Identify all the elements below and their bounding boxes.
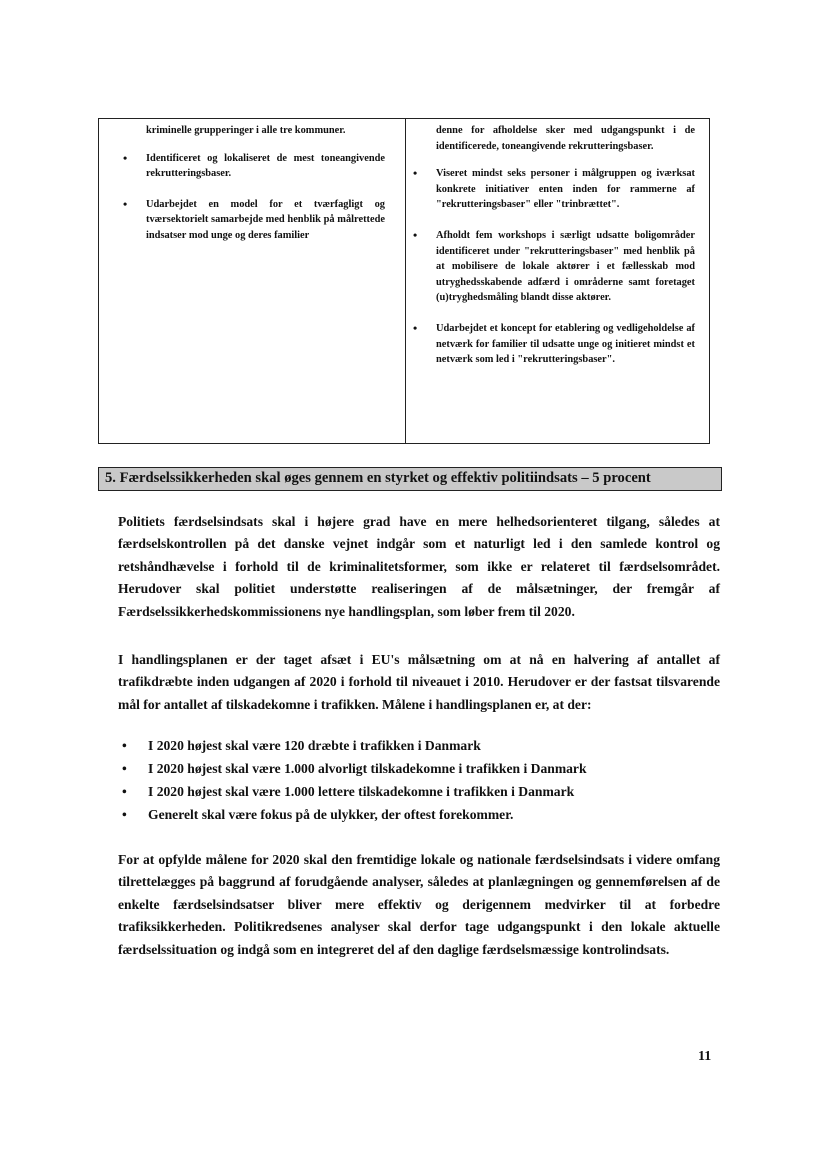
section-heading: 5. Færdselssikkerheden skal øges gennem en styrket og effektiv politiindsats – 5 procent xyxy=(98,467,722,491)
bullet-icon: • xyxy=(122,761,127,776)
left-item xyxy=(123,197,385,244)
right-item xyxy=(413,228,695,306)
right-item-text: Udarbejdet et koncept for etablering og vedligeholdelse af netværk for familier til udsatte unge og initieret mindst et netværk som led i "rekrutteringsbaser". xyxy=(436,322,695,366)
body-paragraph: I handlingsplanen er der taget afsæt i EU's målsætning om at nå en halvering af antallet af trafikdræbte inden udgangen af 2020 i forhold til niveauet i 2010. Herudover er der fastsat tilsvarende mål for antallet af tilskadekomne i trafikken. Målene i handlingsplanen er, at der: xyxy=(118,652,720,712)
list-item xyxy=(118,734,720,757)
list-item-text: I 2020 højest skal være 1.000 lettere tilskadekomne i trafikken i Danmark xyxy=(148,784,575,799)
right-item xyxy=(413,166,695,213)
left-item xyxy=(123,151,385,182)
bullet-icon: • xyxy=(413,166,418,181)
bullet-icon: • xyxy=(122,784,127,799)
right-item-text: Afholdt fem workshops i særligt udsatte boligområder identificeret under "rekrutteringsbaser" med henblik på at mobilisere de lokale aktører i et fællesskab mod utryghedsskabende adfærd i områderne samt foretaget (u)tryghedsmåling blandt disse aktører. xyxy=(436,229,695,304)
list-item xyxy=(118,803,720,826)
right-continuation-text: denne for afholdelse sker med udgangspunkt i de identificerede, toneangivende rekrutteringsbaser. xyxy=(436,125,695,152)
left-item-text: Identificeret og lokaliseret de mest toneangivende rekrutteringsbaser. xyxy=(146,152,385,180)
goals-bullet-list xyxy=(118,734,720,826)
body-paragraph: Politiets færdselsindsats skal i højere grad have en mere helhedsorienteret tilgang, således at færdselskontrollen på det danske vejnet indgår som et naturligt led i den samlede kontrol og retshåndhævelse i forhold til de kriminalitetsformer, som ikke er relateret til færdselsområdet. Herudover skal politiet understøtte realiseringen af de målsætninger, der fremgår af Færdselssikkerhedskommissionens nye handlingsplan, som løber frem til 2020. xyxy=(118,514,720,619)
list-item-text: Generelt skal være fokus på de ulykker, der oftest forekommer. xyxy=(148,807,514,822)
list-item-text: I 2020 højest skal være 1.000 alvorligt tilskadekomne i trafikken i Danmark xyxy=(148,761,587,776)
right-item-text: Viseret mindst seks personer i målgruppen og iværksat konkrete initiativer enten inden for rammerne af "rekrutteringsbaser" eller "trinbrættet". xyxy=(436,168,695,211)
list-item xyxy=(118,780,720,803)
table-right-column xyxy=(413,119,695,383)
list-item xyxy=(118,757,720,780)
bullet-icon: • xyxy=(122,807,127,822)
page-number: 11 xyxy=(698,1049,712,1064)
right-item xyxy=(413,321,695,368)
bullet-icon: • xyxy=(123,150,128,165)
left-item-text: Udarbejdet en model for et tværfagligt og tværsektorielt samarbejde med henblik på målrettede indsatser mod unge og deres familier xyxy=(146,198,385,241)
bullet-icon: • xyxy=(413,320,418,335)
body-paragraph: For at opfylde målene for 2020 skal den fremtidige lokale og nationale færdselsindsats i videre omfang tilrettelægges på baggrund af forudgående analyser, således at planlægningen og gennemførelsen af de enkelte færdselsindsatser bliver mere effektiv og derigennem medvirker til at forbedre trafiksikkerheden. Politikredsenes analyser skal derfor tage udgangspunkt i den lokale aktuelle færdselssituation og indgå som en integreret del af den daglige færdselsmæssige kontrolindsats. xyxy=(118,852,720,957)
table-left-column xyxy=(123,119,385,259)
list-item-text: I 2020 højest skal være 120 dræbte i trafikken i Danmark xyxy=(148,738,481,753)
table-column-divider xyxy=(405,119,406,443)
left-continuation-text: kriminelle grupperinger i alle tre kommuner. xyxy=(146,125,346,136)
bullet-icon: • xyxy=(123,196,128,211)
goals-table xyxy=(98,118,710,444)
bullet-icon: • xyxy=(122,738,127,753)
bullet-icon: • xyxy=(413,227,418,242)
